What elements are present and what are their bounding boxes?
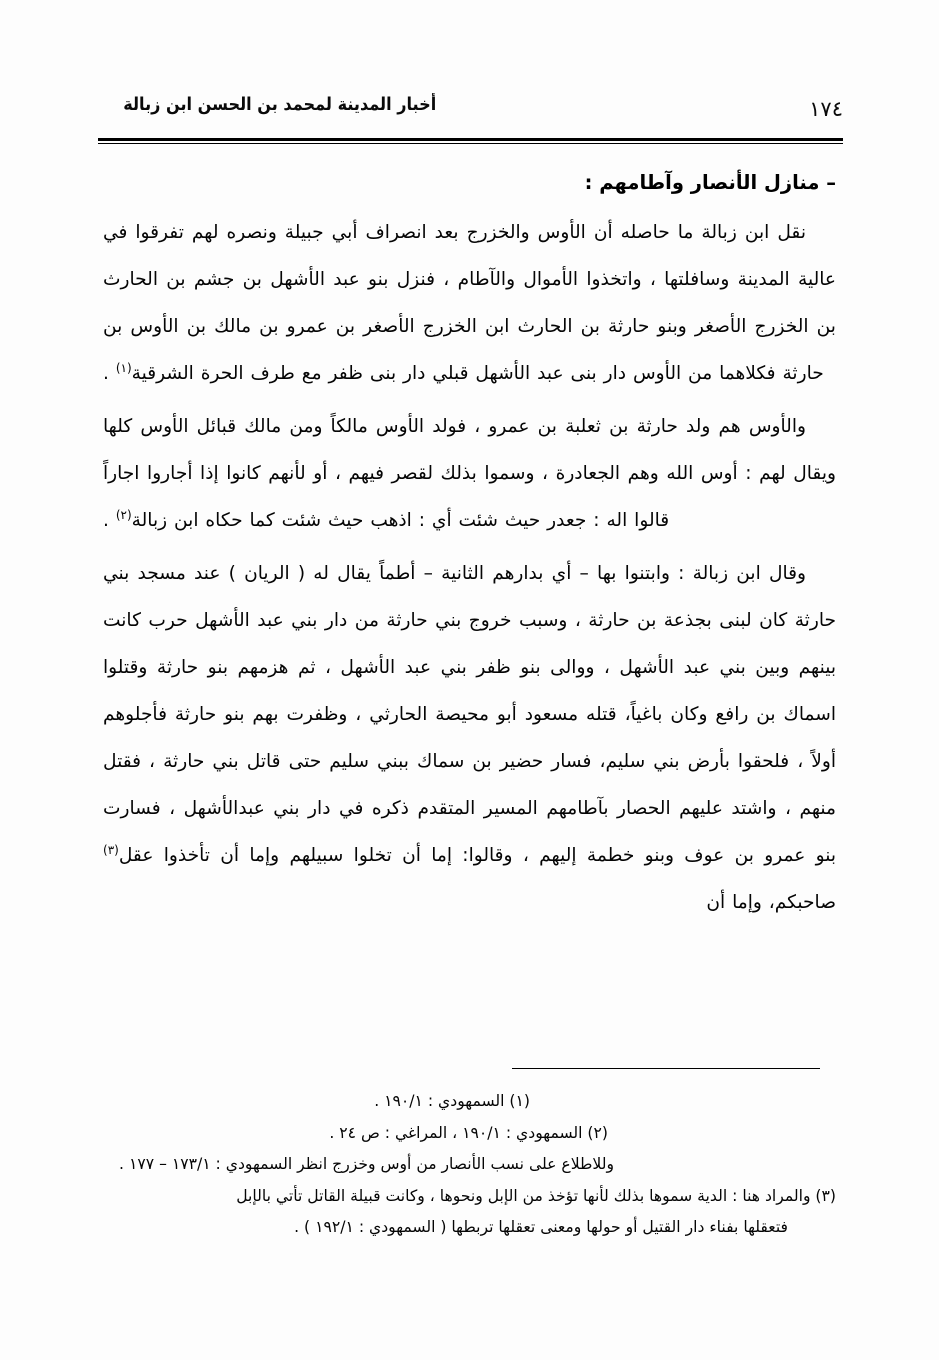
footnote-line-5: فتعقلها بفناء دار القتيل أو حولها ومعنى تعقلها تربطها ( السمهودي : ١٩٢/١ ) . [294,1218,788,1236]
header-divider [98,138,843,144]
running-head [96,96,843,140]
footnote-line-4: (٣) والمراد هنا : الدية سموها بذلك لأنها تؤخذ من الإبل ونحوها ، وكانت قبيلة القاتل تأتي بالإبل [236,1186,836,1205]
text-column [103,168,836,932]
book-title: أخبار المدينة لمحمد بن الحسن ابن زبالة [123,95,437,115]
footnote-line-2: (٢) السمهودي : ١٩٠/١ ، المراغي : ص ٢٤ . [329,1123,608,1142]
footnote-line-3: وللاطلاع على نسب الأنصار من أوس وخزرج انظر السمهودي : ١٧٣/١ – ١٧٧ . [119,1155,614,1173]
footnote-line-1: (١) السمهودي : ١٩٠/١ . [374,1092,530,1110]
paragraph-2-tail: . [103,510,116,532]
footnote-marker-3: (٣) [103,843,119,858]
paragraph-1 [103,209,836,397]
page-number: ١٧٤ [809,97,843,121]
paragraph-1-tail: . [103,363,116,385]
paragraph-2 [103,403,836,544]
paragraph-3-tail: صاحبكم، وإما أن [706,892,836,914]
paragraph-2-text: والأوس هم ولد حارثة بن ثعلبة بن عمرو ، فولد الأوس مالكاً ومن مالك قبائل الأوس كلها ويقال لهم : أوس الله وهم الجعادرة ، وسموا بذلك لقصر فيهم ، أو لأنهم كانوا إذا أجاروا اجاراً قالوا اله : جعدر حيث شئت أي : اذهب حيث شئت كما حكاه ابن زبالة [103,416,836,532]
footnote-marker-1: (١) [115,361,132,376]
footnote-separator [512,1068,820,1069]
paragraph-3 [103,550,836,926]
paragraph-3-text: وقال ابن زبالة : وابتنوا بها – أي بدارهم الثانية – أطماً يقال له ( الريان ) عند مسجد بني حارثة كان لبنى بجذعة بن حارثة ، وسبب خروج بني حارثة من دار بني عبد الأشهل حرب كانت بينهم وبين بني عبد الأشهل ، ووالى بنو ظفر بني عبد الأشهل ، ثم هزمهم بنو حارثة وقتلوا اسماك بن رافع وكان باغياً، قتله مسعود أبو محيصة الحارثي ، وظفرت بهم بنو حارثة فأجلوهم أولاً ، فلحقوا بأرض بني سليم، فسار حضير بن سماك ببني سليم حتى قاتل بني حارثة ، فقتل منهم ، واشتد عليهم الحصار بآطامهم المسير المتقدم ذكره في دار بني عبدالأشهل ، فسارت بنو عمرو بن عوف وبنو خطمة إليهم ، وقالوا: إما أن تخلوا سبيلهم وإما أن تأخذوا عقل [103,563,836,867]
header-divider-thin [98,143,843,144]
section-heading: – منازل الأنصار وآطامهم : [584,171,836,194]
header-divider-thick [98,138,843,141]
paragraph-1-text: نقل ابن زبالة ما حاصله أن الأوس والخزرج بعد انصراف أبي جبيلة ونصره لهم تفرقوا في عالية المدينة وسافلتها ، واتخذوا الأموال والآطام ، فنزل بنو عبد الأشهل بن جشم بن الحارث بن الخزرج الأصغر وبنو حارثة بن الحارث ابن الخزرج الأصغر بن عمرو بن مالك بن الأوس بن حارثة فكلاهما من الأوس دار بنى عبد الأشهل قبلي دار بنى ظفر مع طرف الحرة الشرقية [103,222,836,385]
footnote-block [103,1086,836,1244]
footnote-marker-2: (٢) [115,508,132,523]
